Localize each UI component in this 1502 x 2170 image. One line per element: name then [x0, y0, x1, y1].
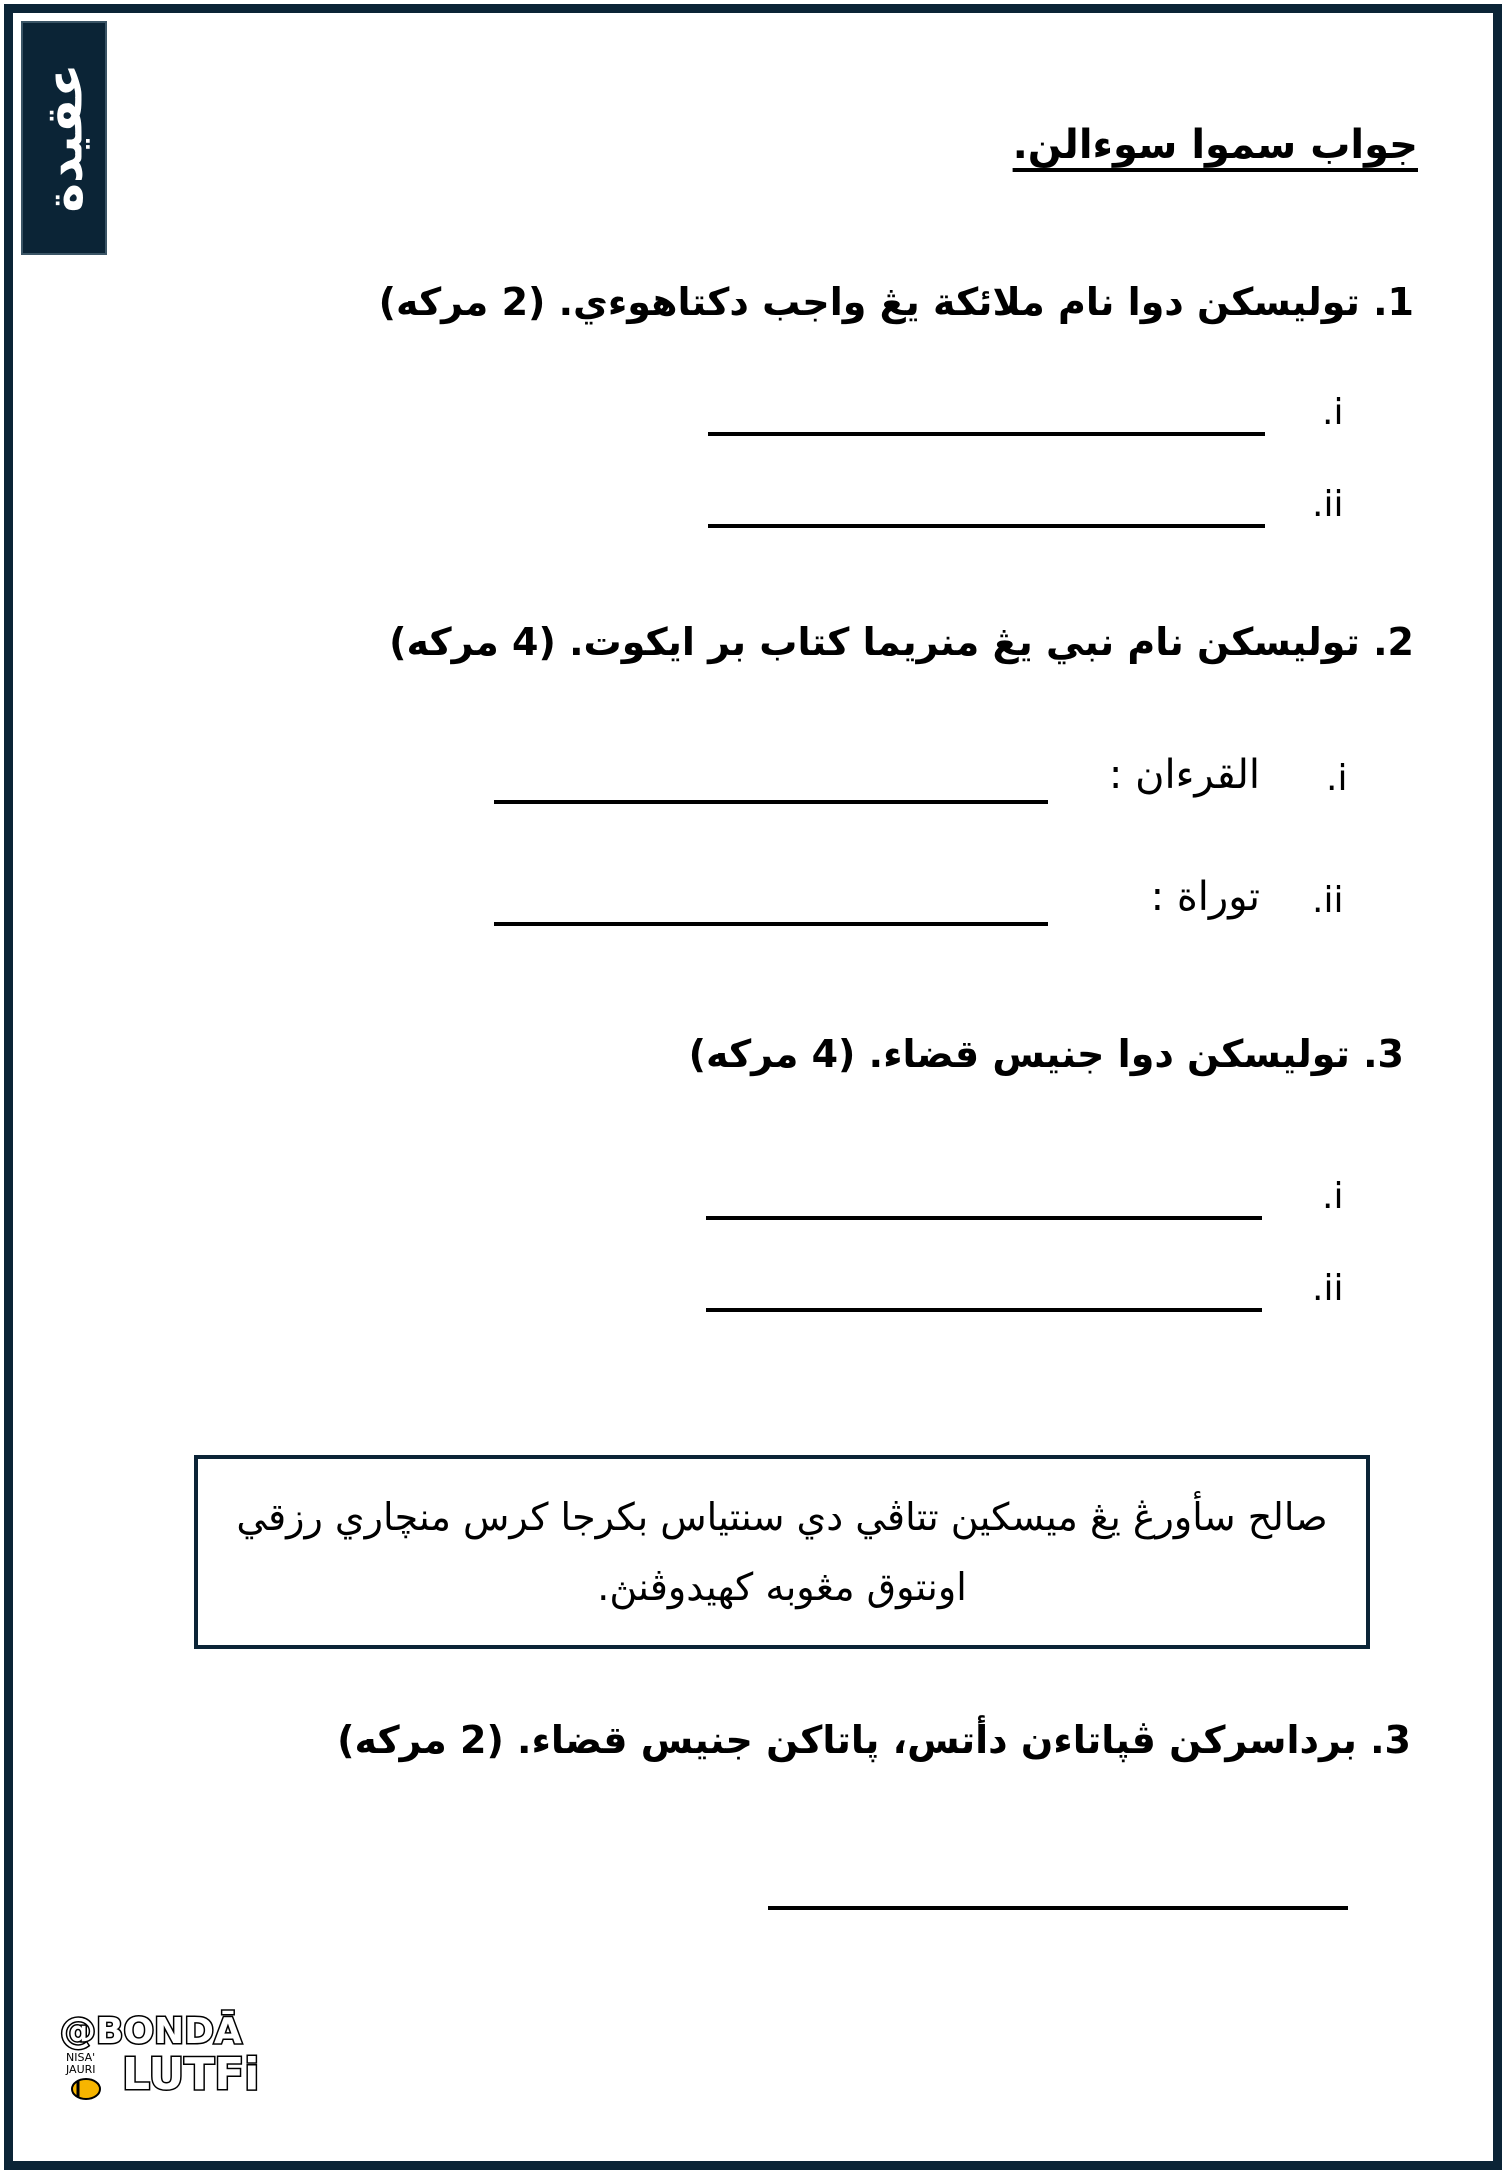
q1-answer-line-ii[interactable] — [708, 524, 1265, 528]
q2-item-i: i. — [1326, 758, 1348, 799]
subject-label-text: عقيدة — [35, 63, 94, 213]
q2-label-taurat: توراة : — [1150, 874, 1260, 920]
q2-answer-line-ii[interactable] — [494, 922, 1048, 926]
bee-icon — [72, 2079, 100, 2099]
passage-box — [194, 1455, 1370, 1649]
question-2: 2. توليسكن نام نبي يڠ منريما كتاب بر ايكوت. (4 مركه) — [389, 620, 1414, 664]
bonda-lutfi-logo — [58, 2003, 260, 2103]
svg-text:JAURI: JAURI — [66, 2063, 96, 2076]
q3-answer-line-i[interactable] — [706, 1216, 1262, 1220]
question-1: 1. توليسكن دوا نام ملائكة يڠ واجب دكتاهوءي. (2 مركه) — [378, 280, 1414, 324]
q2-item-ii: ii. — [1312, 880, 1344, 921]
page-frame — [4, 4, 1502, 2170]
q3-item-i: i. — [1322, 1176, 1344, 1217]
svg-text:@BONDĀ: @BONDĀ — [60, 2011, 242, 2052]
q1-item-ii: ii. — [1312, 484, 1344, 525]
question-3: 3. توليسكن دوا جنيس قضاء. (4 مركه) — [688, 1032, 1404, 1076]
svg-text:LUTFi: LUTFi — [122, 2049, 260, 2100]
q2-answer-line-i[interactable] — [494, 800, 1048, 804]
q3-answer-line-ii[interactable] — [706, 1308, 1262, 1312]
q3-item-ii: ii. — [1312, 1268, 1344, 1309]
svg-text:NISA': NISA' — [66, 2051, 96, 2064]
q1-item-i: i. — [1322, 392, 1344, 433]
subject-label — [21, 21, 107, 255]
q1-answer-line-i[interactable] — [708, 432, 1265, 436]
question-4: 3. برداسركن ڤڽاتاءن دأتس، ڽاتاكن جنيس قضاء. (2 مركه) — [337, 1718, 1411, 1762]
q4-answer-line[interactable] — [768, 1906, 1348, 1910]
q2-label-quran: القرءان : — [1108, 752, 1260, 798]
passage-text: صالح سأورڠ يڠ ميسكين تتاڤي دي سنتياس بكرجا كرس منچاري رزقي اونتوق مڠوبه كهيدوڤنڽ. — [236, 1495, 1328, 1609]
page-title: جواب سموا سوءالن. — [1012, 122, 1418, 168]
